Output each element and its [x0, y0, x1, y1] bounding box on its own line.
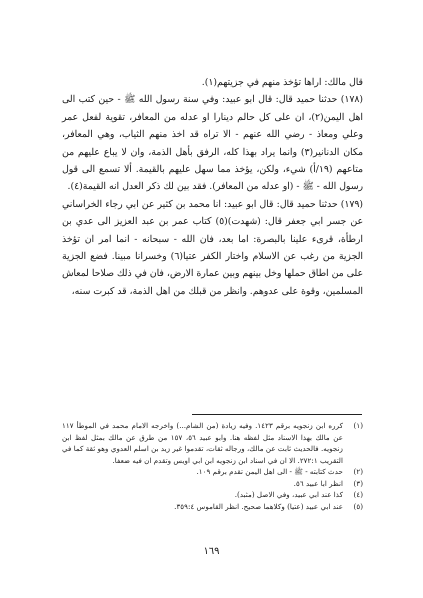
main-text — [62, 74, 363, 300]
footnote — [62, 420, 363, 466]
paragraph-178: (١٧٨) حدثنا حميد قال: قال ابو عبيد: وفي سنة رسول الله ﷺ - حين كتب الى اهل اليمن(٢)، ان على كل حالم دينارا او عدله من المعافر، تقوية لفعل عمر وعلي ومعاذ - رضي الله عنهم - الا تراه قد اخذ منهم الثياب، وهي المعافر، مكان الدنانير(٣) وانما يراد بهذا كله، الرفق بأهل الذمة، وان لا يباع عليهم من متاعهم (١٩/أ) شيء، ولكن، يؤخذ مما سهل عليهم بالقيمة. ألا تسمع الى قول رسول الله - ﷺ - (او عدله من المعافر). فقد بين لك ذكر العدل انه القيمة(٤). — [62, 94, 363, 193]
footnote-text: كذا عند ابي عبيد، وفي الاصل (مثبد). — [234, 490, 343, 499]
footnotes — [62, 420, 363, 512]
footnote-number: (٥) — [353, 501, 363, 511]
footnote — [62, 466, 363, 478]
page-number: ١٦٩ — [203, 546, 220, 557]
footnote-number: (١) — [353, 421, 363, 430]
footnote-number: (٢) — [353, 467, 363, 476]
footnote — [62, 489, 363, 501]
footnote-text: انظر ابا عبيد ٥٦. — [293, 478, 343, 488]
footnote-text: عند ابي عبيد (عتيا) وكلاهما صحيح. انظر القاموس ٣٥٩:٤. — [174, 501, 343, 511]
footnote-text: حدث كتابته - ﷺ - الى اهل اليمن تقدم برقم ١٠٩. — [196, 467, 343, 476]
paragraph-179: (١٧٩) حدثنا حميد قال: قال ابو عبيد: انا محمد بن كثير عن ابي رجاء الخراساني عن جسر ابي جعفر قال: (شهدت)(٥) كتاب عمر بن عبد العزيز الى عدي بن ارطأة، قرىء علينا بالبصرة: اما بعد، فان الله - سبحانه - انما امر ان تؤخذ الجزية من رغب عن الاسلام واختار الكفر عتيا(٦) وخسرانا مبينا. فضع الجزية على من اطاق حملها وخل بينهم وبين عمارة الارض، فان في ذلك صلاحا لمعاش المسلمين، وقوة على عدوهم. وانظر من قبلك من اهل الذمة، قد كبرت سنه، — [62, 198, 363, 297]
footnote-number: (٤) — [353, 490, 363, 499]
footnote-divider — [192, 414, 362, 415]
footnote — [62, 501, 363, 513]
footnote — [62, 478, 363, 490]
footnote-text: كرره ابن زنجويه برقم ١٤٢٣. وفيه زيادة (من الشام...) واخرجه الامام محمد في الموطأ ١١٧ عن مالك بهذا الاسناد مثل لفظه هنا. وابو عبيد ٥٦، ١٥٧ من طرق عن مالك بمثل لفظ ابن زنجويه. فالحديث ثابت عن مالك، ورجاله ثقات، تقدموا غير زيد بن اسلم العدوي وهو ثقة كما في التقريب ٢٧٢:١. الا ان في اسناد ابن زنجويه ابن ابي اويس وتقدم ان فيه ضعفا. — [62, 421, 343, 465]
paragraph-intro: قال مالك: اراها تؤخذ منهم في جزيتهم(١). — [201, 77, 363, 88]
footnote-number: (٣) — [353, 478, 363, 488]
